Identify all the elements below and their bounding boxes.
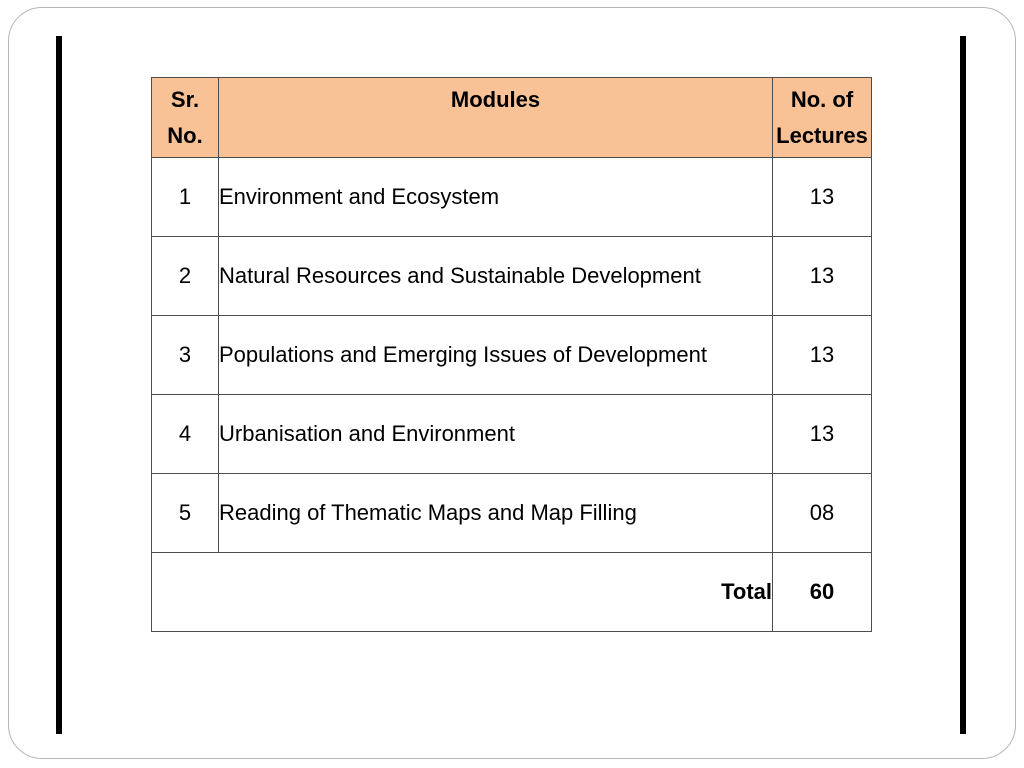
table-row [152,395,872,474]
cell-module: Reading of Thematic Maps and Map Filling [219,474,773,553]
cell-sr-no: 1 [152,158,219,237]
modules-table [151,77,872,632]
total-label: Total [152,553,773,632]
cell-lectures: 13 [773,158,872,237]
cell-module: Urbanisation and Environment [219,395,773,474]
cell-module: Environment and Ecosystem [219,158,773,237]
left-vertical-bar [56,36,62,734]
cell-sr-no: 4 [152,395,219,474]
cell-sr-no: 5 [152,474,219,553]
header-modules [219,78,773,158]
cell-sr-no: 2 [152,237,219,316]
table-row [152,237,872,316]
cell-lectures: 13 [773,237,872,316]
cell-lectures: 08 [773,474,872,553]
total-row [152,553,872,632]
header-sr-line2: No. [167,123,203,148]
header-lectures-line2: Lectures [776,123,868,148]
header-lectures-line1: No. of [790,87,854,112]
cell-module: Natural Resources and Sustainable Development [219,237,773,316]
total-value: 60 [773,553,872,632]
table-header-row [152,78,872,158]
header-modules-label: Modules [450,87,541,112]
table-row [152,316,872,395]
cell-lectures: 13 [773,395,872,474]
cell-module: Populations and Emerging Issues of Development [219,316,773,395]
header-sr-line1: Sr. [170,87,200,112]
header-lectures [773,78,872,158]
header-sr-no [152,78,219,158]
table-row [152,158,872,237]
right-vertical-bar [960,36,966,734]
cell-sr-no: 3 [152,316,219,395]
cell-lectures: 13 [773,316,872,395]
table-row [152,474,872,553]
